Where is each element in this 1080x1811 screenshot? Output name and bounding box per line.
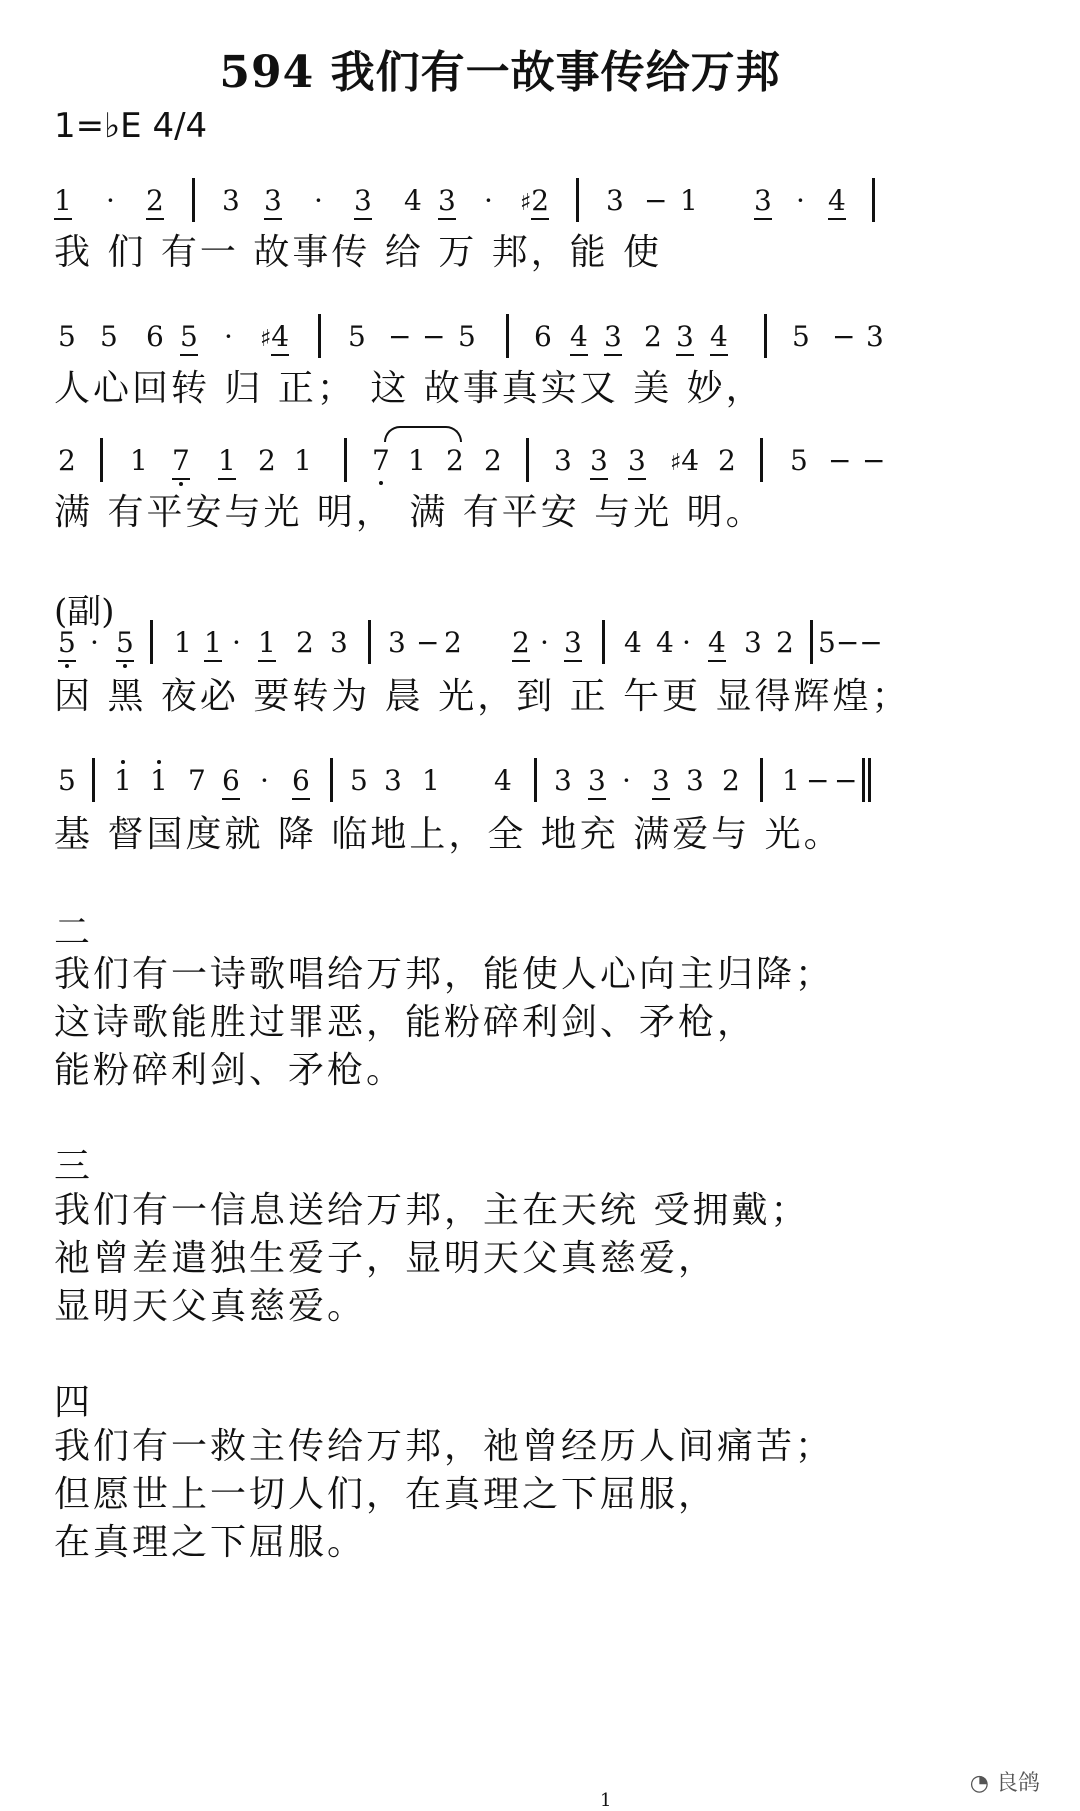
verse-2-line-3: 能粉碎利剑、矛枪。	[54, 1050, 406, 1091]
lyric-line-3: 满 有平安与光 明， 满 有平安 与光 明。	[54, 492, 765, 533]
chat-bubble-icon: ◔	[969, 1771, 989, 1796]
watermark-text: 良鸽	[995, 1771, 1040, 1796]
notation-line-2: 5 5 6 5 · ♯4 5 − − 5 6 4 3 2 3 4 5 − 3	[54, 320, 1034, 360]
verse-4-line-1: 我们有一救主传给万邦，祂曾经历人间痛苦；	[54, 1426, 835, 1467]
notation-line-3: 2 1 7 1 2 1 7 1 2 2 3 3 3 ♯4 2 5 − −	[54, 444, 1034, 484]
verse-4-line-3: 在真理之下屈服。	[54, 1522, 367, 1563]
verse-3-line-3: 显明天父真慈爱。	[54, 1286, 367, 1327]
page-number: 1	[600, 1790, 612, 1811]
verse-2-line-2: 这诗歌能胜过罪恶，能粉碎利剑、矛枪，	[54, 1002, 757, 1043]
notation-line-5: 5 1 1 7 6 · 6 5 3 1 4 3 3 · 3 3 2 1 − −	[54, 764, 1034, 804]
notation-line-1: 1 · 2 3 3 · 3 4 3 · ♯2 3 − 1 3 · 4	[54, 184, 1034, 224]
lyric-line-5: 基 督国度就 降 临地上，全 地充 满爱与 光。	[54, 814, 843, 855]
verse-number-3: 三	[54, 1146, 91, 1187]
hymn-title: 594 我们有一故事传给万邦	[219, 47, 781, 98]
verse-number-4: 四	[54, 1382, 91, 1423]
verse-4-line-2: 但愿世上一切人们，在真理之下屈服，	[54, 1474, 718, 1515]
verse-number-2: 二	[54, 912, 91, 953]
watermark-label	[970, 1766, 1040, 1797]
lyric-line-4: 因 黑 夜必 要转为 晨 光，到 正 午更 显得辉煌；	[54, 676, 911, 717]
lyric-line-1: 我 们 有一 故事传 给 万 邦，能 使	[54, 232, 663, 273]
verse-3-line-1: 我们有一信息送给万邦，主在天统 受拥戴；	[54, 1190, 810, 1231]
tie-mark	[384, 426, 462, 442]
verse-2-line-1: 我们有一诗歌唱给万邦，能使人心向主归降；	[54, 954, 835, 995]
lyric-line-2: 人心回转 归 正； 这 故事真实又 美 妙，	[54, 368, 765, 409]
chorus-label: (副)	[54, 592, 115, 632]
key-signature: 1=♭E 4/4	[54, 106, 208, 146]
verse-3-line-2: 祂曾差遣独生爱子，显明天父真慈爱，	[54, 1238, 718, 1279]
notation-line-4: 5 · 5 1 1 · 1 2 3 3 − 2 2 · 3 4 4 · 4 3 2 5−−	[54, 626, 1034, 666]
